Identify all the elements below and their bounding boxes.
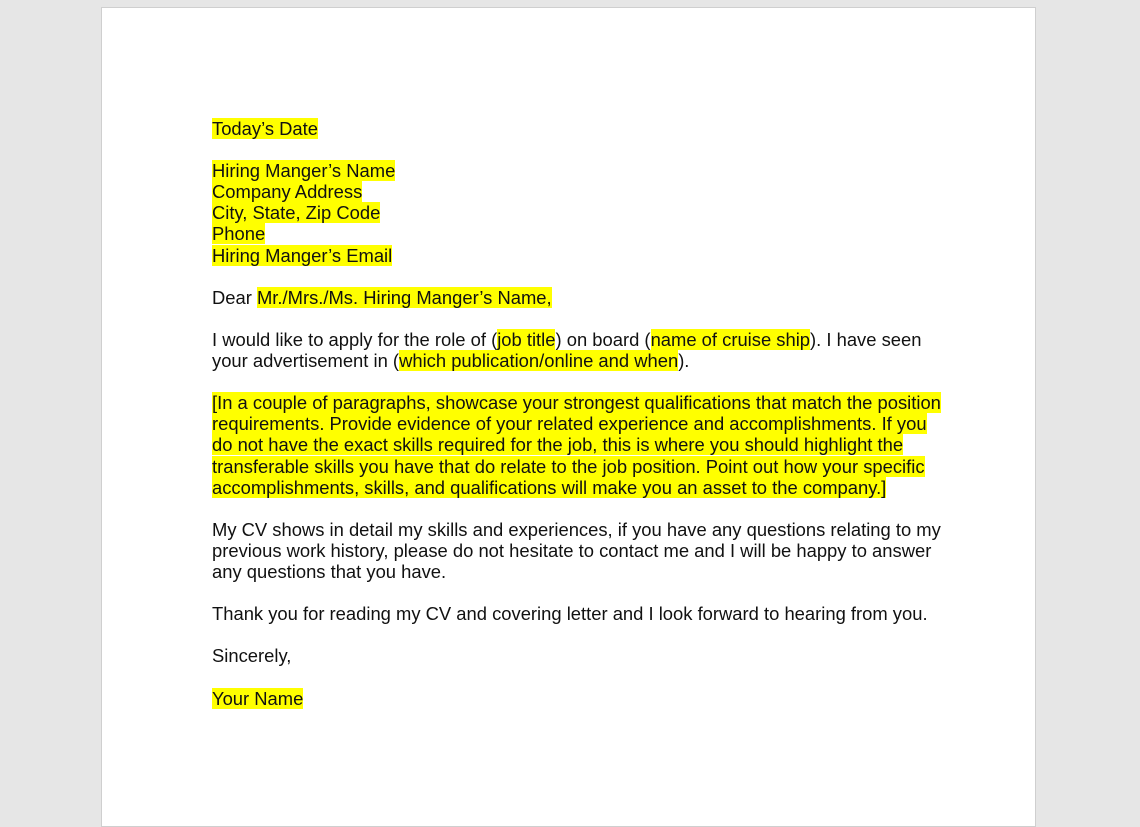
qualifications-paragraph <box>212 392 952 497</box>
spacer <box>212 498 952 519</box>
recipient-email: Hiring Manger’s Email <box>212 244 393 266</box>
signature-line <box>212 688 952 709</box>
document-page <box>101 7 1036 827</box>
spacer <box>212 308 952 329</box>
recipient-block <box>212 160 952 265</box>
publication-placeholder: which publication/online and when <box>399 350 679 372</box>
job-title-placeholder: job title <box>497 328 556 350</box>
intro-paragraph <box>212 329 952 371</box>
spacer <box>212 266 952 287</box>
spacer <box>212 666 952 687</box>
date-line <box>212 118 952 139</box>
spacer <box>212 371 952 392</box>
signature-placeholder: Your Name <box>212 687 304 709</box>
intro-text: ). <box>678 350 690 372</box>
spacer <box>212 139 952 160</box>
date-placeholder: Today’s Date <box>212 118 318 139</box>
salutation-name: Mr./Mrs./Ms. Hiring Manger’s Name, <box>256 286 552 308</box>
intro-text: I would like to apply for the role of ( <box>212 328 498 350</box>
salutation-prefix: Dear <box>212 286 257 308</box>
spacer <box>212 582 952 603</box>
recipient-phone: Phone <box>212 223 266 245</box>
recipient-name: Hiring Manger’s Name <box>212 160 396 182</box>
qualifications-placeholder: [In a couple of paragraphs, showcase your strongest qualifications that match the position requirements. Provide evidence of your related experience and accomplishments. If you do not have the exact skills required for the job, this is where you should highlight the transferable skills you have that do relate to the job position. Point out how your specific accomplishments, skills, and qualifications will make you an asset to the company.] <box>212 392 941 498</box>
recipient-city-state-zip: City, State, Zip Code <box>212 202 381 224</box>
spacer <box>212 624 952 645</box>
ship-name-placeholder: name of cruise ship <box>650 328 811 350</box>
recipient-address: Company Address <box>212 181 363 203</box>
salutation <box>212 287 952 308</box>
intro-text: ). I have seen your advertisement in ( <box>212 328 922 372</box>
thanks-paragraph: Thank you for reading my CV and covering letter and I look forward to hearing from you. <box>212 603 928 625</box>
closing: Sincerely, <box>212 645 292 667</box>
cv-paragraph: My CV shows in detail my skills and experiences, if you have any questions relating to my previous work history, please do not hesitate to contact me and I will be happy to answer any questions that you have. <box>212 518 941 582</box>
intro-text: ) on board ( <box>555 328 651 350</box>
letter-body[interactable] <box>212 118 952 709</box>
